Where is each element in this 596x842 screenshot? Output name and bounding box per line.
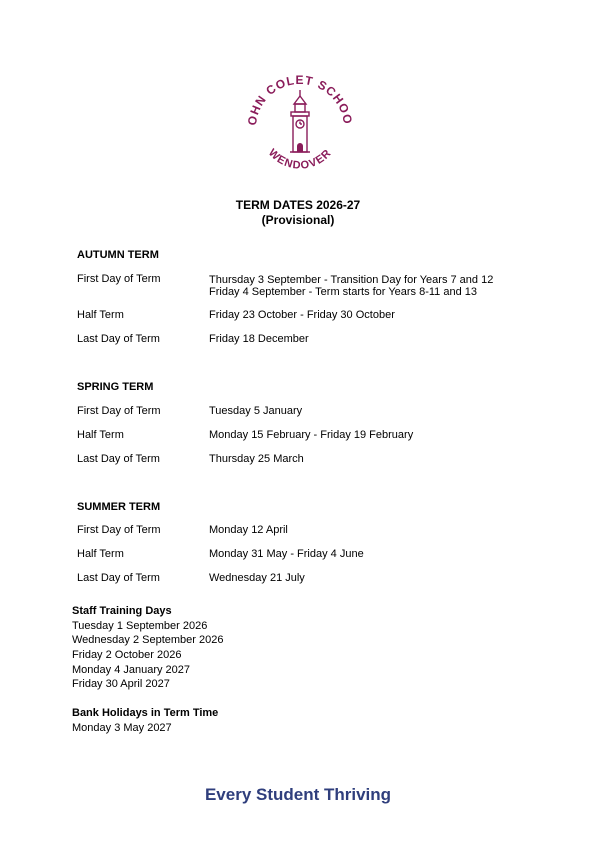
bank-holidays-heading: Bank Holidays in Term Time <box>72 707 219 719</box>
spring-half-term-label: Half Term <box>77 429 124 441</box>
autumn-half-term-value: Friday 23 October - Friday 30 October <box>209 309 395 321</box>
bank-holiday-day: Monday 3 May 2027 <box>72 722 172 734</box>
autumn-half-term-label: Half Term <box>77 309 124 321</box>
summer-first-day-value: Monday 12 April <box>209 524 288 536</box>
spring-term-heading: SPRING TERM <box>77 381 154 393</box>
svg-text:JOHN COLET SCHOOL <box>238 72 355 126</box>
autumn-last-day-label: Last Day of Term <box>77 333 160 345</box>
logo-bottom-text: WENDOVER <box>265 146 335 172</box>
spring-half-term-value: Monday 15 February - Friday 19 February <box>209 429 414 441</box>
staff-training-day: Wednesday 2 September 2026 <box>72 634 224 646</box>
school-logo <box>238 72 362 176</box>
summer-last-day-label: Last Day of Term <box>77 572 160 584</box>
summer-half-term-value: Monday 31 May - Friday 4 June <box>209 548 364 560</box>
school-motto: Every Student Thriving <box>204 785 392 804</box>
spring-last-day-label: Last Day of Term <box>77 453 160 465</box>
staff-training-day: Tuesday 1 September 2026 <box>72 620 208 632</box>
staff-training-day: Monday 4 January 2027 <box>72 664 191 676</box>
staff-training-heading: Staff Training Days <box>72 605 172 617</box>
spring-first-day-value: Tuesday 5 January <box>209 405 303 417</box>
autumn-last-day-value: Friday 18 December <box>209 333 309 345</box>
staff-training-day: Friday 2 October 2026 <box>72 649 182 661</box>
autumn-first-day-line-1: Thursday 3 September - Transition Day for Years 7 and 12 <box>209 274 494 286</box>
page-subtitle: (Provisional) <box>261 213 335 227</box>
summer-last-day-value: Wednesday 21 July <box>209 572 305 584</box>
autumn-term-heading: AUTUMN TERM <box>77 249 159 261</box>
logo-top-text: OHN COLET SCHOO <box>244 73 356 127</box>
spring-last-day-value: Thursday 25 March <box>209 453 304 465</box>
staff-training-day: Friday 30 April 2027 <box>72 678 170 690</box>
autumn-first-day-label: First Day of Term <box>77 273 161 285</box>
spring-first-day-label: First Day of Term <box>77 405 161 417</box>
summer-term-heading: SUMMER TERM <box>77 501 161 513</box>
summer-first-day-label: First Day of Term <box>77 524 161 536</box>
autumn-first-day-value <box>209 274 493 298</box>
summer-half-term-label: Half Term <box>77 548 124 560</box>
page-title: TERM DATES 2026-27 <box>235 198 361 212</box>
autumn-first-day-line-2: Friday 4 September - Term starts for Years 8-11 and 13 <box>209 286 478 298</box>
school-crest-icon <box>238 72 362 176</box>
